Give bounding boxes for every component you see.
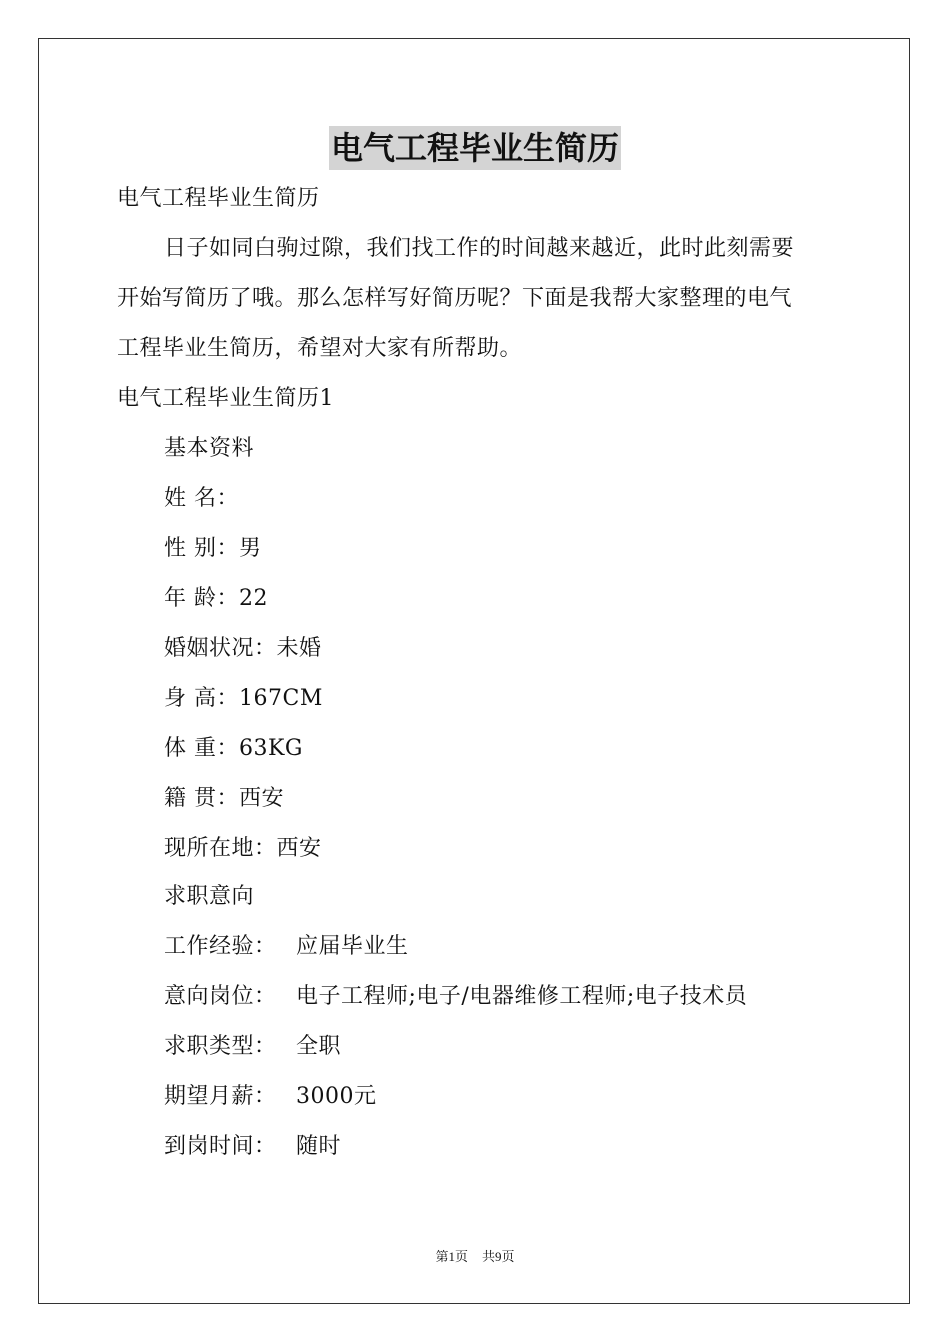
intent-label: 求职类型：	[164, 1034, 277, 1059]
info-height: 身 高：167CM	[164, 686, 323, 711]
intent-value: 3000元	[296, 1084, 377, 1109]
info-age: 年 龄：22	[164, 586, 268, 611]
intent-value: 全职	[296, 1034, 342, 1059]
intent-label: 期望月薪：	[164, 1084, 277, 1109]
intent-label: 意向岗位：	[164, 984, 277, 1009]
page-footer	[0, 1248, 950, 1266]
intro-line-3: 工程毕业生简历，希望对大家有所帮助。	[117, 336, 523, 361]
title-container	[0, 126, 950, 170]
document-title: 电气工程毕业生简历	[329, 126, 621, 170]
job-intent-heading: 求职意向	[164, 884, 255, 909]
document-subtitle: 电气工程毕业生简历	[117, 186, 320, 211]
intent-row-start-date	[164, 1132, 341, 1162]
page-frame	[38, 38, 910, 1304]
intent-value: 随时	[296, 1134, 342, 1159]
intent-value: 应届毕业生	[296, 934, 409, 959]
info-weight: 体 重：63KG	[164, 736, 303, 761]
intent-label: 到岗时间：	[164, 1134, 277, 1159]
intent-row-salary	[164, 1082, 377, 1112]
intent-row-experience	[164, 932, 409, 962]
page-number-total: 共9页	[482, 1249, 515, 1264]
intent-value: 电子工程师;电子/电器维修工程师;电子技术员	[296, 984, 748, 1009]
intent-label: 工作经验：	[164, 934, 277, 959]
section-heading: 电气工程毕业生简历1	[117, 386, 334, 411]
intent-row-type	[164, 1032, 341, 1062]
info-gender: 性 别：男	[164, 536, 262, 561]
info-hometown: 籍 贯：西安	[164, 786, 284, 811]
info-name: 姓 名：	[164, 486, 239, 511]
intent-row-position	[164, 982, 747, 1012]
info-current-location: 现所在地：西安	[164, 836, 322, 861]
info-marital-status: 婚姻状况：未婚	[164, 636, 322, 661]
basic-info-heading: 基本资料	[164, 436, 255, 461]
page-number-current: 第1页	[435, 1249, 468, 1264]
intro-line-1: 日子如同白驹过隙，我们找工作的时间越来越近，此时此刻需要	[164, 236, 795, 261]
intro-line-2: 开始写简历了哦。那么怎样写好简历呢？下面是我帮大家整理的电气	[117, 286, 793, 311]
